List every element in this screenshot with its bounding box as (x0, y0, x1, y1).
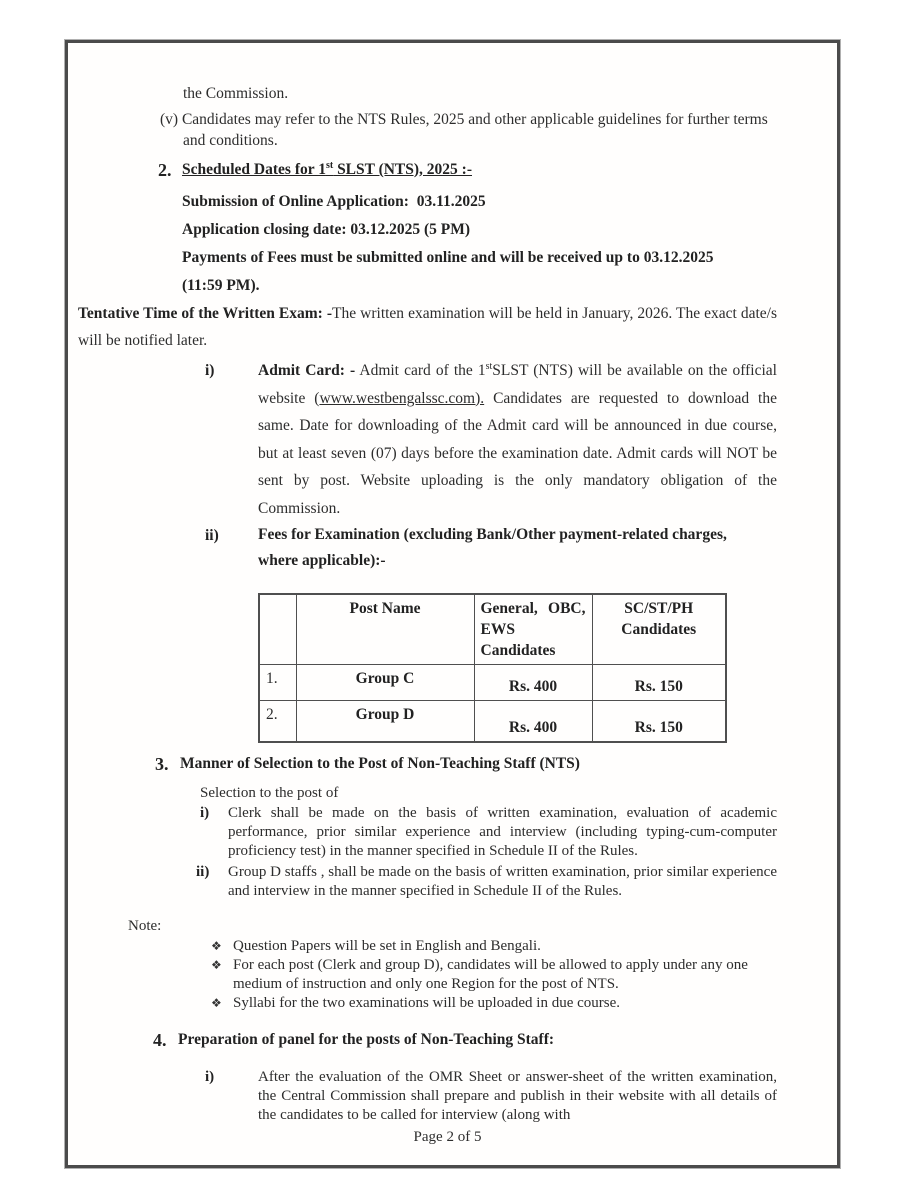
schedule-line-payments: Payments of Fees must be submitted online and will be received up to 03.12.2025 (182, 249, 714, 266)
fees-row1-sl: 1. (259, 665, 296, 701)
panel-item (205, 1068, 777, 1125)
fees-heading (258, 522, 777, 574)
fees-table (258, 593, 727, 743)
section-4-header (153, 1029, 777, 1051)
note-item-medium: For each post (Clerk and group D), candidates will be allowed to apply under any one medium of instruction and only one Region for the post of NTS. (233, 956, 748, 992)
fees-row2-sl: 2. (259, 701, 296, 742)
admit-card-text-mid: SLST (NTS) will be available on the official website ( (258, 362, 777, 407)
schedule-line-submission: Submission of Online Application: 03.11.2025 (182, 193, 486, 210)
admit-card-superscript: st (485, 360, 493, 372)
list-item-v-text: Candidates may refer to the NTS Rules, 2025 and other applicable guidelines for further terms and conditions. (181, 111, 768, 149)
admit-card-paragraph (258, 357, 777, 522)
selection-item-group-d-marker: ii) (196, 863, 210, 880)
website-link[interactable]: www.westbengalssc.com). (319, 389, 485, 407)
fees-table-header-row (259, 594, 726, 665)
fees-heading-line-1: Fees for Examination (excluding Bank/Other payment-related charges, (258, 526, 727, 543)
list-item (211, 956, 777, 994)
note-item-languages: Question Papers will be set in English and Bengali. (233, 937, 541, 954)
page-number: Page 2 of 5 (413, 1128, 482, 1145)
section-3-header (155, 753, 777, 775)
selection-item-clerk (200, 804, 777, 861)
panel-item-marker: i) (205, 1068, 215, 1085)
panel-item-text: After the evaluation of the OMR Sheet or answer-sheet of the written examination, the Central Commission shall prepare and publish in their website with all details of the candidates to be called for interview (along with (258, 1068, 777, 1123)
note-label: Note: (128, 917, 162, 934)
fees-marker: ii) (205, 527, 219, 544)
section-2-heading-post: SLST (NTS), 2025 :- (333, 161, 472, 178)
schedule-dates-block (182, 188, 777, 300)
document-page-frame (65, 40, 840, 1168)
table-row (259, 701, 726, 742)
list-item-v (160, 109, 777, 151)
section-3-number: 3. (155, 753, 169, 774)
fees-row1-post: Group C (296, 665, 474, 701)
note-list (78, 937, 777, 1013)
fees-item (205, 522, 777, 574)
section-2-heading-pre: Scheduled Dates for 1 (182, 161, 326, 178)
selection-item-group-d-text: Group D staffs , shall be made on the basis of written examination, prior similar experience and interview in the manner specified in Schedule II of the Rules. (228, 863, 777, 899)
section-2-heading-superscript: st (325, 159, 334, 171)
selection-item-group-d (196, 863, 777, 901)
fees-row2-general-fee: Rs. 400 (474, 701, 592, 742)
section-2-number: 2. (158, 160, 172, 180)
selection-item-clerk-text: Clerk shall be made on the basis of written examination, evaluation of academic performance, prior similar experience and interview (including typing-cum-computer proficiency test) in the manner specified in Schedule II of the Rules. (228, 804, 777, 859)
diamond-bullet-icon: ❖ (211, 995, 222, 1010)
document-content (68, 43, 837, 1165)
fees-table-header-post-name: Post Name (296, 594, 474, 665)
fees-table-header-sl (259, 594, 296, 665)
tentative-time-text: The written examination will be held in January, 2026. The exact date/s will be notified later. (78, 305, 777, 349)
selection-intro-text: Selection to the post of (200, 784, 339, 801)
selection-item-clerk-marker: i) (200, 804, 210, 821)
table-row (259, 665, 726, 701)
section-4-number: 4. (153, 1029, 167, 1050)
admit-card-item (205, 357, 777, 522)
admit-card-label: Admit Card: - (258, 362, 356, 379)
section-4-heading: Preparation of panel for the posts of Non-Teaching Staff: (178, 1030, 555, 1048)
schedule-line-payments-wrap: (11:59 PM). (182, 277, 260, 294)
section-3-heading: Manner of Selection to the Post of Non-Teaching Staff (NTS) (180, 754, 580, 772)
section-2-heading (182, 159, 472, 181)
tentative-time-label: Tentative Time of the Written Exam: - (78, 305, 333, 322)
diamond-bullet-icon: ❖ (211, 957, 222, 972)
admit-card-text-pre: Admit card of the 1 (355, 362, 486, 379)
fees-row1-scst-fee: Rs. 150 (592, 665, 726, 701)
fees-row2-post: Group D (296, 701, 474, 742)
continuation-text: the Commission. (183, 85, 289, 102)
note-item-syllabi: Syllabi for the two examinations will be uploaded in due course. (233, 994, 620, 1011)
list-item (211, 937, 777, 956)
fees-table-header-scst: SC/ST/PH Candidates (592, 594, 726, 665)
fees-table-header-general: General, OBC, EWS Candidates (474, 594, 592, 665)
fees-row2-scst-fee: Rs. 150 (592, 701, 726, 742)
list-item (211, 994, 777, 1013)
fees-row1-general-fee: Rs. 400 (474, 665, 592, 701)
section-2-header (158, 159, 777, 181)
admit-card-marker: i) (205, 362, 215, 379)
list-item-v-marker: (v) (160, 111, 182, 128)
diamond-bullet-icon: ❖ (211, 938, 222, 953)
admit-card-text-end: Candidates are requested to download the same. Date for downloading of the Admit card will be announced in due course, but at least seven (07) days before the examination date. Admit cards will NOT be sent by post. Website uploading is the only mandatory obligation of the Commission. (258, 389, 777, 517)
schedule-line-closing: Application closing date: 03.12.2025 (5 PM) (182, 221, 471, 238)
tentative-time-paragraph (78, 300, 777, 354)
fees-heading-line-2: where applicable):- (258, 552, 386, 569)
